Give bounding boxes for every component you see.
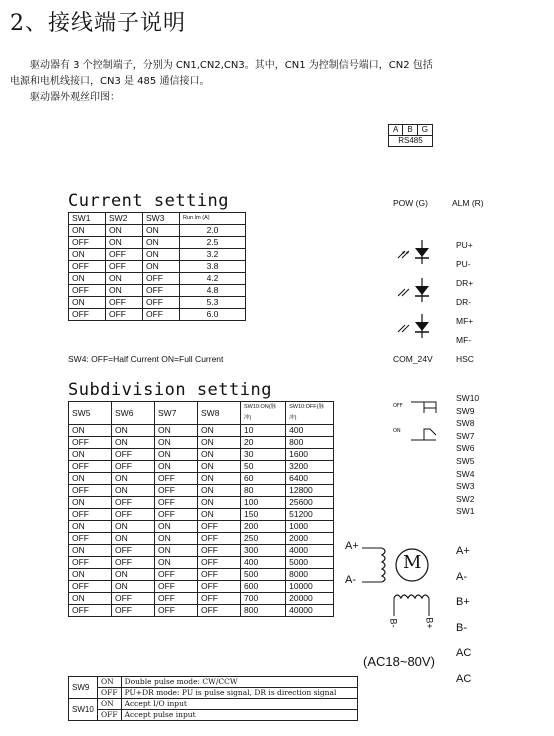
- table-cell: ON: [69, 225, 106, 237]
- power-terminal-labels: [456, 544, 471, 697]
- header-sw10-on: SW10:ON(脉冲): [241, 402, 286, 425]
- table-row: [69, 273, 246, 285]
- power-terminal-label: AC: [456, 672, 472, 685]
- signal-mf-minus: MF-: [456, 335, 472, 345]
- dip-switch-label: SW1: [456, 506, 475, 517]
- rs485-pin-b: B: [403, 125, 417, 136]
- table-cell: OFF: [69, 285, 106, 297]
- table-cell: 10000: [286, 581, 334, 593]
- header-sw8: SW8: [198, 402, 241, 425]
- table-cell: ON: [112, 485, 155, 497]
- table-cell: OFF: [69, 605, 112, 617]
- table-row: [69, 569, 334, 581]
- motor-b-minus-label: B-: [388, 618, 399, 628]
- table-cell: 700: [241, 593, 286, 605]
- table-cell: 1600: [286, 449, 334, 461]
- table-cell: OFF: [198, 593, 241, 605]
- power-terminal-label: B-: [456, 621, 467, 634]
- dip-off-icon: [410, 400, 438, 414]
- table-row: [69, 557, 334, 569]
- table-cell: OFF: [155, 509, 198, 521]
- table-cell: 3.2: [180, 249, 246, 261]
- dip-switch-labels: [456, 392, 479, 518]
- hsc-label: HSC: [456, 354, 474, 364]
- table-header-row: [69, 213, 246, 225]
- table-cell: OFF: [112, 449, 155, 461]
- header-sw3: SW3: [143, 213, 180, 225]
- table-cell: 3200: [286, 461, 334, 473]
- table-row: [69, 461, 334, 473]
- paragraph-line-3: 驱动器外观丝印图：: [30, 92, 120, 103]
- subdivision-setting-title: Subdivision setting: [68, 380, 272, 400]
- table-cell: ON: [69, 297, 106, 309]
- table-row: [69, 261, 246, 273]
- table-cell: OFF: [69, 261, 106, 273]
- table-cell: ON: [106, 225, 143, 237]
- dip-switch-label: SW4: [456, 468, 475, 479]
- table-cell: OFF: [143, 309, 180, 321]
- sw10-off-text: Accept pulse input: [121, 710, 357, 721]
- table-cell: 200: [241, 521, 286, 533]
- table-row: [69, 581, 334, 593]
- table-row: [69, 521, 334, 533]
- sw9-label: SW9: [69, 677, 98, 699]
- table-cell: OFF: [112, 497, 155, 509]
- table-cell: 100: [241, 497, 286, 509]
- header-run-current: Run Im (A): [180, 213, 246, 225]
- table-cell: ON: [69, 545, 112, 557]
- table-cell: 400: [241, 557, 286, 569]
- table-row: [69, 249, 246, 261]
- table-cell: ON: [155, 521, 198, 533]
- sw10-label: SW10: [69, 699, 98, 721]
- table-header-row: [69, 402, 334, 425]
- section-heading: 2、接线端子说明: [10, 11, 186, 36]
- header-sw1: SW1: [69, 213, 106, 225]
- table-cell: 6400: [286, 473, 334, 485]
- table-cell: ON: [143, 249, 180, 261]
- table-cell: OFF: [112, 509, 155, 521]
- table-cell: 300: [241, 545, 286, 557]
- table-cell: ON: [69, 273, 106, 285]
- table-cell: 25600: [286, 497, 334, 509]
- table-cell: 600: [241, 581, 286, 593]
- table-row: [69, 437, 334, 449]
- table-cell: ON: [143, 261, 180, 273]
- dip-switch-label: SW8: [456, 418, 475, 429]
- table-row: [69, 449, 334, 461]
- table-cell: OFF: [106, 249, 143, 261]
- sw9-off: OFF: [98, 688, 122, 699]
- table-cell: OFF: [198, 521, 241, 533]
- power-terminal-label: B+: [456, 596, 470, 608]
- dip-switch-label: SW9: [456, 405, 475, 416]
- table-row: [69, 497, 334, 509]
- rs485-connector: [388, 124, 433, 147]
- signal-mf-plus: MF+: [456, 316, 474, 326]
- table-row: [69, 225, 246, 237]
- table-cell: ON: [112, 521, 155, 533]
- table-cell: ON: [69, 425, 112, 437]
- table-row: [69, 309, 246, 321]
- table-cell: ON: [198, 509, 241, 521]
- table-cell: OFF: [106, 309, 143, 321]
- paragraph-line-1: 驱动器有 3 个控制端子，分别为 CN1,CN2,CN3。其中，CN1 为控制信号端口，CN2 包括: [30, 60, 433, 71]
- motor-a-minus-label: A-: [345, 574, 356, 586]
- table-cell: ON: [198, 473, 241, 485]
- table-cell: 20: [241, 437, 286, 449]
- table-row: [69, 533, 334, 545]
- signal-dr-plus: DR+: [456, 278, 474, 288]
- current-note: SW4: OFF=Half Current ON=Full Current: [68, 354, 224, 364]
- sw9-on-text: Double pulse mode: CW/CCW: [121, 677, 357, 688]
- dip-on-label: ON: [393, 428, 401, 434]
- signal-pu-plus: PU+: [456, 240, 473, 250]
- table-cell: 3.8: [180, 261, 246, 273]
- table-cell: ON: [155, 557, 198, 569]
- table-cell: ON: [155, 425, 198, 437]
- table-cell: ON: [198, 437, 241, 449]
- current-setting-table: [68, 212, 246, 321]
- sw9-on: ON: [98, 677, 122, 688]
- table-cell: OFF: [198, 569, 241, 581]
- table-cell: 500: [241, 569, 286, 581]
- table-row: [69, 473, 334, 485]
- table-row: [69, 593, 334, 605]
- table-cell: ON: [69, 497, 112, 509]
- table-cell: ON: [112, 437, 155, 449]
- table-cell: 6.0: [180, 309, 246, 321]
- table-cell: OFF: [198, 581, 241, 593]
- motor-b-plus-label: B+: [424, 617, 435, 629]
- table-cell: 150: [241, 509, 286, 521]
- header-sw6: SW6: [112, 402, 155, 425]
- table-cell: OFF: [143, 273, 180, 285]
- table-cell: 30: [241, 449, 286, 461]
- power-terminal-label: A-: [456, 570, 467, 583]
- table-cell: OFF: [155, 497, 198, 509]
- table-cell: ON: [106, 237, 143, 249]
- table-cell: 2.0: [180, 225, 246, 237]
- table-cell: ON: [155, 437, 198, 449]
- table-cell: OFF: [112, 557, 155, 569]
- table-cell: 10: [241, 425, 286, 437]
- sw9-off-text: PU+DR mode: PU is pulse signal, DR is direction signal: [121, 688, 357, 699]
- table-cell: 5.3: [180, 297, 246, 309]
- table-cell: OFF: [69, 509, 112, 521]
- table-row: [69, 237, 246, 249]
- table-cell: 5000: [286, 557, 334, 569]
- table-cell: OFF: [155, 593, 198, 605]
- pow-led-label: POW (G): [393, 198, 428, 208]
- table-cell: 20000: [286, 593, 334, 605]
- table-cell: ON: [112, 425, 155, 437]
- signal-dr-minus: DR-: [456, 297, 472, 307]
- table-cell: OFF: [112, 461, 155, 473]
- table-cell: ON: [112, 473, 155, 485]
- signal-pu-minus: PU-: [456, 259, 471, 269]
- table-row: [69, 509, 334, 521]
- table-cell: OFF: [155, 485, 198, 497]
- table-cell: OFF: [106, 261, 143, 273]
- rs485-pin-a: A: [389, 125, 403, 136]
- table-cell: 250: [241, 533, 286, 545]
- table-cell: 51200: [286, 509, 334, 521]
- current-setting-title: Current setting: [68, 191, 230, 211]
- table-cell: 50: [241, 461, 286, 473]
- dip-off-label: OFF: [393, 403, 403, 409]
- power-terminal-label: AC: [456, 647, 472, 659]
- rs485-label: RS485: [389, 136, 433, 147]
- table-row: [69, 545, 334, 557]
- alm-led-label: ALM (R): [452, 198, 484, 208]
- table-cell: ON: [112, 533, 155, 545]
- power-terminal-label: A+: [456, 545, 470, 557]
- dip-switch-label: SW5: [456, 455, 475, 466]
- dip-switch-label: SW7: [456, 430, 475, 441]
- dip-switch-label: SW2: [456, 493, 475, 504]
- table-cell: OFF: [198, 605, 241, 617]
- led-icon: [398, 278, 429, 302]
- table-cell: 80: [241, 485, 286, 497]
- table-cell: ON: [155, 449, 198, 461]
- led-icon: [398, 240, 429, 264]
- table-cell: ON: [69, 569, 112, 581]
- table-cell: ON: [198, 461, 241, 473]
- table-cell: ON: [198, 449, 241, 461]
- table-cell: OFF: [106, 297, 143, 309]
- table-cell: ON: [69, 521, 112, 533]
- table-cell: 800: [286, 437, 334, 449]
- table-cell: ON: [155, 461, 198, 473]
- table-cell: OFF: [155, 473, 198, 485]
- dip-on-icon: [410, 426, 438, 442]
- table-row: [69, 425, 334, 437]
- optocoupler-led-icons: [396, 238, 436, 338]
- table-cell: ON: [69, 449, 112, 461]
- table-cell: 4.2: [180, 273, 246, 285]
- table-cell: 4.8: [180, 285, 246, 297]
- table-cell: ON: [155, 533, 198, 545]
- mode-switch-table: [68, 676, 358, 721]
- table-cell: ON: [106, 285, 143, 297]
- sw10-on-text: Accept I/O input: [121, 699, 357, 710]
- motor-a-plus-label: A+: [345, 540, 359, 552]
- table-cell: OFF: [198, 557, 241, 569]
- table-cell: OFF: [69, 557, 112, 569]
- table-cell: 800: [241, 605, 286, 617]
- rs485-pin-g: G: [417, 125, 432, 136]
- com-24v-label: COM_24V: [393, 354, 433, 364]
- table-cell: 8000: [286, 569, 334, 581]
- dip-switch-label: SW3: [456, 481, 475, 492]
- table-cell: 2000: [286, 533, 334, 545]
- paragraph-line-2: 电源和电机线接口，CN3 是 485 通信接口。: [10, 76, 210, 87]
- dip-switch-label: SW10: [456, 393, 480, 403]
- table-cell: ON: [106, 273, 143, 285]
- table-cell: OFF: [112, 545, 155, 557]
- voltage-label: (AC18~80V): [363, 654, 435, 669]
- dip-switch-label: SW6: [456, 443, 475, 454]
- table-cell: OFF: [69, 533, 112, 545]
- table-cell: OFF: [69, 437, 112, 449]
- table-cell: OFF: [69, 485, 112, 497]
- table-cell: ON: [198, 497, 241, 509]
- table-cell: ON: [143, 237, 180, 249]
- table-cell: ON: [143, 225, 180, 237]
- table-cell: 1000: [286, 521, 334, 533]
- table-cell: 60: [241, 473, 286, 485]
- table-row: [69, 297, 246, 309]
- table-cell: OFF: [143, 297, 180, 309]
- table-cell: ON: [198, 485, 241, 497]
- header-sw5: SW5: [69, 402, 112, 425]
- table-cell: 12800: [286, 485, 334, 497]
- table-cell: ON: [69, 473, 112, 485]
- table-cell: ON: [155, 545, 198, 557]
- table-cell: OFF: [112, 605, 155, 617]
- motor-letter: M: [403, 552, 422, 573]
- table-row: [69, 485, 334, 497]
- led-icon: [398, 314, 429, 338]
- table-cell: OFF: [69, 309, 106, 321]
- table-cell: 2.5: [180, 237, 246, 249]
- table-cell: ON: [69, 249, 106, 261]
- header-sw10-off: SW10:OFF(脉冲): [286, 402, 334, 425]
- table-cell: 400: [286, 425, 334, 437]
- subdivision-setting-table: [68, 401, 334, 617]
- table-cell: ON: [198, 425, 241, 437]
- header-sw2: SW2: [106, 213, 143, 225]
- table-cell: OFF: [198, 533, 241, 545]
- table-cell: OFF: [198, 545, 241, 557]
- table-cell: OFF: [69, 237, 106, 249]
- table-cell: ON: [69, 593, 112, 605]
- table-cell: OFF: [155, 605, 198, 617]
- sw10-on: ON: [98, 699, 122, 710]
- table-cell: OFF: [69, 461, 112, 473]
- table-cell: OFF: [143, 285, 180, 297]
- table-cell: 4000: [286, 545, 334, 557]
- table-cell: OFF: [112, 593, 155, 605]
- table-cell: OFF: [155, 581, 198, 593]
- table-cell: 40000: [286, 605, 334, 617]
- table-row: [69, 605, 334, 617]
- table-cell: OFF: [155, 569, 198, 581]
- table-cell: OFF: [69, 581, 112, 593]
- table-cell: ON: [112, 569, 155, 581]
- table-row: [69, 285, 246, 297]
- sw10-off: OFF: [98, 710, 122, 721]
- header-sw7: SW7: [155, 402, 198, 425]
- table-cell: ON: [112, 581, 155, 593]
